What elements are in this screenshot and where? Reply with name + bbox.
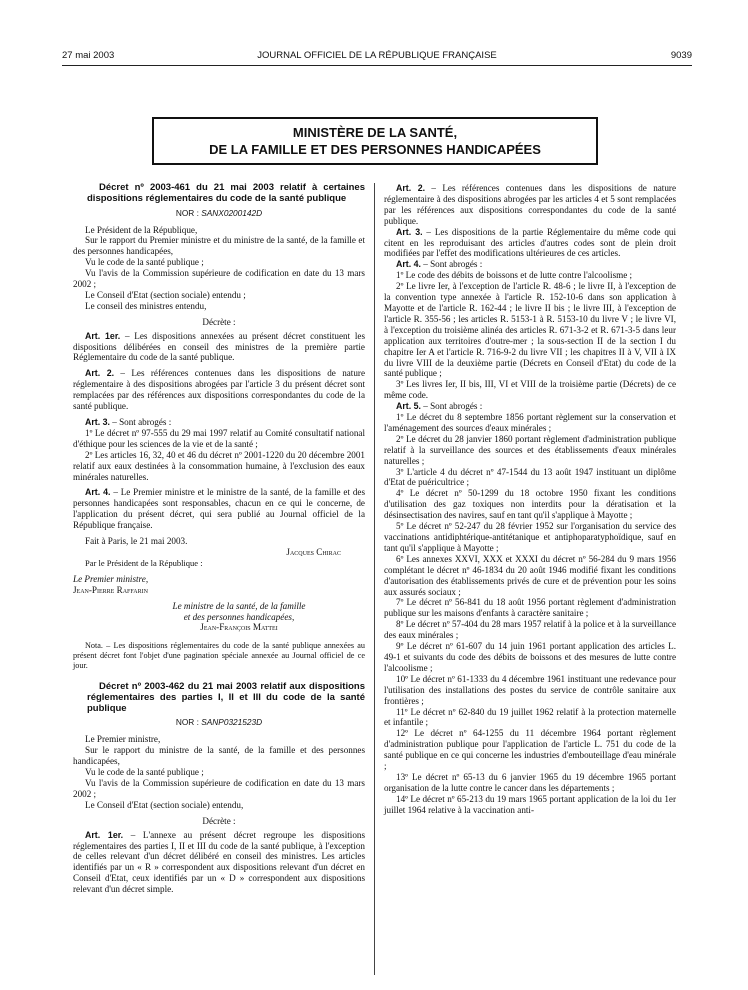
decree1-nor: NOR : SANX0200142D	[175, 207, 263, 218]
column-rule	[374, 183, 375, 975]
decree1-signer: Jacques Chirac	[286, 546, 341, 557]
decree1-par: Par le Président de la République :	[85, 557, 203, 568]
decree1-intro-1: Sur le rapport du Premier ministre et du ministre de la santé, de la famille et des personnes handicapées,	[73, 235, 365, 257]
decree2-art3: Art. 3. – Les dispositions de la partie Réglementaire du même code qui citent en les reproduisant des articles d'autres codes sont de plein droit modifiées par l'effet des modifications ultérieures de ces articles.	[384, 226, 676, 259]
decree2-art5-item-0: 1º Le décret du 8 septembre 1856 portant règlement sur la conservation et l'aménagement des sources d'eaux minérales ;	[384, 412, 676, 433]
decree1-decrete: Décrète :	[202, 316, 236, 327]
decree1-intro-2: Vu le code de la santé publique ;	[85, 257, 204, 268]
decree1-intro-3: Vu l'avis de la Commission supérieure de codification en date du 13 mars 2002 ;	[73, 268, 365, 290]
decree2-art5-item-5: 6º Les annexes XXVI, XXX et XXXI du décret nº 56-284 du 9 mars 1956 complétant le décret nº 46-1834 du 20 août 1946 modifié fixant les conditions d'autorisation des établissements privés de cure et de prévention pour les soins aux assurés sociaux ;	[384, 553, 676, 597]
decree2-art4-item-1: 2º Le livre Ier, à l'exception de l'article R. 48-6 ; le livre II, à l'exception de la convention type annexée à l'article R. 152-10-6 dans son application à Mayotte et de l'article R. 162-44 ; le livre II bis ; le livre III, à l'exception de l'article R. 355-56 ; les articles R. 5153-1 à R. 5153-10 du livre V ; le livre VI, à l'exception du troisième alinéa des articles R. 671-3-2 et R. 671-3-5 dans leur application aux territoires d'outre-mer ; la sous-section II de la section I du chapitre Ier A et l'article R. 716-9-2 du livre VII ; les chapitres II à V, VII à IX du livre VIII de la deuxième partie (Décrets en Conseil d'Etat) du code de la santé publique ;	[384, 281, 676, 379]
decree2-art5-item-6: 7º Le décret nº 56-841 du 18 août 1956 portant règlement d'administration publique sur les maisons d'enfants à caractère sanitaire ;	[384, 597, 676, 619]
decree2-art4-item-0: 1º Le code des débits de boissons et de lutte contre l'alcoolisme ;	[396, 270, 633, 281]
decree1-art3: Art. 3. – Sont abrogés :	[85, 417, 172, 427]
header-page-number: 9039	[670, 50, 692, 61]
decree2-art4-item-2: 3º Les livres Ier, II bis, III, VI et VIII de la troisième partie (Décrets) de ce même code.	[384, 379, 676, 401]
ministry-box	[152, 117, 598, 165]
decree2-art5-item-2: 3º L'article 4 du décret nº 47-1544 du 13 août 1947 instituant un diplôme d'Etat de puéricultrice ;	[384, 466, 676, 488]
decree2-intro-3: Vu l'avis de la Commission supérieure de codification en date du 13 mars 2002 ;	[73, 778, 365, 799]
decree1-art2: Art. 2. – Les références contenues dans les dispositions de nature réglementaire à des dispositions abrogées par l'article 3 du présent décret sont remplacées par des références aux dispositions correspondantes du code de la santé publique.	[73, 368, 365, 412]
header-date: 27 mai 2003	[62, 50, 115, 61]
decree1-art3-item-0: 1º Le décret nº 97-555 du 29 mai 1997 relatif au Comité consultatif national d'éthique pour les sciences de la vie et de la santé ;	[73, 427, 365, 449]
decree1-art1: Art. 1er. – Les dispositions annexées au présent décret constituent les dispositions délibérées en conseil des ministres de la première partie Réglementaire du code de la santé publique.	[73, 330, 365, 363]
decree2-art5-item-7: 8º Le décret nº 57-404 du 28 mars 1957 relatif à la police et à la surveillance des eaux minérales ;	[384, 619, 676, 641]
header-rule	[62, 65, 692, 66]
ministry-line-1: MINISTÈRE DE LA SANTÉ,	[292, 125, 458, 140]
decree2-art5-item-11: 12º Le décret nº 64-1255 du 11 décembre 1964 portant règlement d'administration publique pour l'application de l'article L. 751 du code de la santé publique en ce qui concerne les industries d'embouteillage d'eau minérale ;	[384, 728, 676, 772]
decree2-art5: Art. 5. – Sont abrogés :	[396, 401, 483, 412]
decree2-art5-item-8: 9º Le décret nº 61-607 du 14 juin 1961 portant application des articles L. 49-1 et suivants du code des débits de boissons et des mesures de lutte contre l'alcoolisme ;	[384, 641, 676, 673]
decree1-intro-4: Le Conseil d'Etat (section sociale) entendu ;	[85, 289, 246, 300]
decree1-pm-title: Le Premier ministre,	[73, 573, 149, 584]
decree1-art3-item-1: 2º Les articles 16, 32, 40 et 46 du décret nº 2001-1220 du 20 décembre 2001 relatif aux eaux destinées à la consommation humaine, à l'exclusion des eaux minérales naturelles.	[73, 449, 365, 482]
decree2-intro-1: Sur le rapport du ministre de la santé, de la famille et des personnes handicapées,	[73, 745, 365, 767]
decree2-intro-4: Le Conseil d'Etat (section sociale) entendu,	[85, 799, 244, 810]
decree2-art5-item-13: 14º Le décret nº 65-213 du 19 mars 1965 portant application de la loi du 1er juillet 1964 relative à la vaccination anti-	[384, 793, 676, 815]
decree2-art5-item-12: 13º Le décret nº 65-13 du 6 janvier 1965 du 19 décembre 1965 portant organisation de la lutte contre le cancer dans les départements ;	[384, 771, 676, 793]
decree1-minister-title-2: et des personnes handicapées,	[183, 611, 295, 622]
decree1-fait: Fait à Paris, le 21 mai 2003.	[85, 536, 188, 547]
decree2-art5-item-9: 10º Le décret nº 61-1333 du 4 décembre 1961 instituant une redevance pour l'utilisation des installations des postes du service de contrôle sanitaire aux frontières ;	[384, 673, 676, 706]
ministry-line-2: DE LA FAMILLE ET DES PERSONNES HANDICAPÉES	[209, 142, 541, 157]
decree1-note: Nota. – Les dispositions réglementaires du code de la santé publique annexées au présent décret font l'objet d'une pagination spéciale annexée au Journal officiel de ce jour.	[73, 641, 365, 670]
decree2-art4: Art. 4. – Sont abrogés :	[396, 259, 483, 270]
decree2-intro-2: Vu le code de la santé publique ;	[85, 767, 204, 778]
decree2-art5-item-4: 5º Le décret nº 52-247 du 28 février 1952 sur l'organisation du service des vaccinations antidiphtérique-antitétanique et antiphoparatyphoïdique, sauf en tant qu'il s'applique à Mayotte ;	[384, 521, 676, 553]
decree2-art2: Art. 2. – Les références contenues dans les dispositions de nature réglementaire à des dispositions abrogées par les articles 4 et 5 sont remplacées par les références aux dispositions correspondantes du code de la santé publique.	[384, 183, 676, 226]
decree2-title: Décret nº 2003-462 du 21 mai 2003 relatif aux dispositions réglementaires des parties I, II et III du code de la santé publique	[87, 681, 365, 714]
decree1-intro-0: Le Président de la République,	[85, 224, 198, 235]
decree2-art1: Art. 1er. – L'annexe au présent décret regroupe les dispositions réglementaires des parties I, II et III du code de la santé publique, à l'exception de celles relevant d'un décret délibéré en conseil des ministres. Les articles identifiés par un « R » correspondent aux dispositions relevant d'un décret en Conseil d'Etat, ceux identifiés par un « D » correspondent aux dispositions relevant d'un décret simple.	[73, 829, 365, 895]
decree2-decrete: Décrète :	[202, 815, 236, 826]
decree1-art4: Art. 4. – Le Premier ministre et le ministre de la santé, de la famille et des personnes handicapées sont responsables, chacun en ce qui le concerne, de l'application du présent décret, qui sera publié au Journal officiel de la République française.	[73, 487, 365, 531]
left-column	[73, 183, 365, 895]
decree1-minister-name: Jean-François Mattei	[200, 622, 278, 633]
decree1-title: Décret nº 2003-461 du 21 mai 2003 relatif à certaines dispositions réglementaires du code de la santé publique	[87, 182, 365, 204]
decree1-intro-5: Le conseil des ministres entendu,	[85, 300, 207, 311]
header-journal: JOURNAL OFFICIEL DE LA RÉPUBLIQUE FRANÇAISE	[257, 50, 497, 61]
decree1-minister-title-1: Le ministre de la santé, de la famille	[172, 600, 306, 611]
page-header	[62, 50, 692, 64]
decree2-nor: NOR : SANP0321523D	[175, 717, 263, 728]
right-column	[384, 183, 676, 816]
decree1-pm-name: Jean-Pierre Raffarin	[73, 584, 148, 595]
decree2-art5-item-1: 2º Le décret du 28 janvier 1860 portant règlement d'administration publique relatif à la surveillance des sources et des établissements d'eaux minérales naturelles ;	[384, 433, 676, 466]
decree2-art5-item-3: 4º Le décret nº 50-1299 du 18 octobre 1950 fixant les conditions d'utilisation des gaz toxiques non interdits pour la dératisation et la désinsectisation des navires, sauf en tant qu'il s'applique à Mayotte ;	[384, 488, 676, 521]
decree2-intro-0: Le Premier ministre,	[85, 734, 161, 745]
decree2-art5-item-10: 11º Le décret nº 62-840 du 19 juillet 1962 relatif à la protection maternelle et infantile ;	[384, 706, 676, 728]
